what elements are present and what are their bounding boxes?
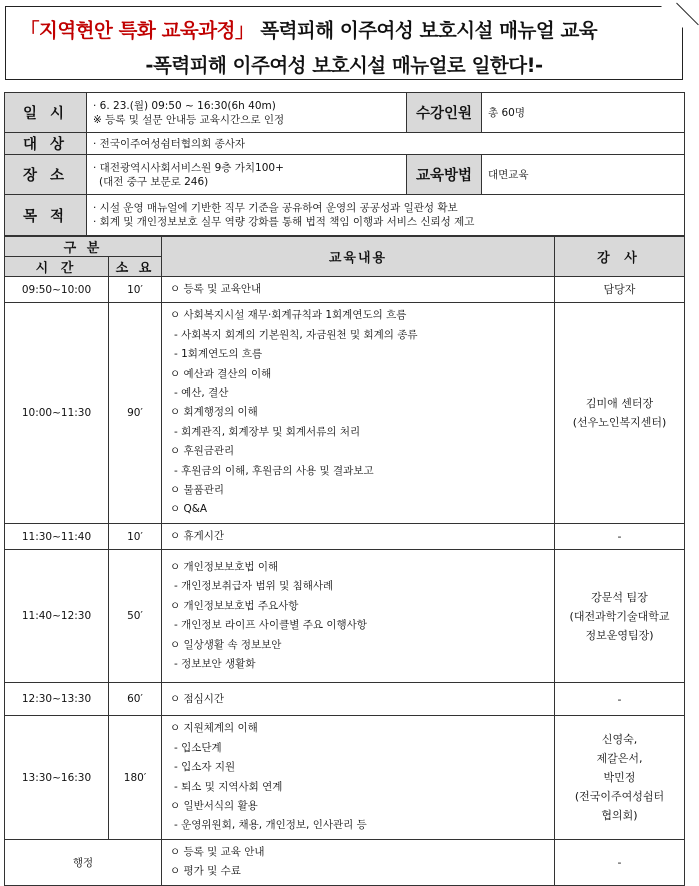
target-label: 대 상 [5,133,87,155]
schedule-content [162,683,555,716]
schedule-instructor [555,839,685,885]
schedule-duration: 60′ [109,683,162,716]
capacity-value: 총 60명 [482,93,685,133]
method-value: 대면교육 [482,155,685,195]
instructor-line: 강문석 팀장 [591,590,648,604]
content-line: - 사회복지 회계의 기본원칙, 자금원천 및 회계의 종류 [174,328,418,341]
schedule-time: 10:00~11:30 [5,303,109,523]
content-line: - 입소단계 [174,741,222,754]
schedule-content [162,550,555,683]
place-line-1: · 대전광역시사회서비스원 9층 가치100+ [93,161,284,174]
content-line: ㅇ 평가 및 수료 [170,865,241,878]
schedule-row [5,523,685,549]
instructor-line: 박민정 [603,771,636,784]
schedule-instructor [555,277,685,303]
content-line: - 회계관직, 회계장부 및 회계서류의 처리 [174,425,361,438]
instructor-line: 협의회) [601,809,638,822]
content-line: ㅇ 지원체계의 이해 [170,722,258,735]
instructor-line: - [617,692,622,706]
title-box [5,6,683,80]
schedule-row [5,683,685,716]
schedule-duration: 10′ [109,277,162,303]
folded-corner [661,6,683,28]
page-title [20,15,597,43]
schedule-instructor [555,716,685,839]
place-line-2: (대전 중구 보문로 246) [99,175,209,188]
place-label: 장 소 [5,155,87,195]
schedule-content [162,303,555,523]
time-header: 시 간 [5,257,109,277]
date-line-1: · 6. 23.(월) 09:50 ~ 16:30(6h 40m) [93,99,276,112]
instructor-line: - [617,530,622,544]
content-line: ㅇ 일반서식의 활용 [170,799,258,812]
content-header: 교육내용 [162,237,555,277]
content-line: ㅇ 점심시간 [170,692,225,705]
date-line-2: ※ 등록 및 설문 안내등 교육시간으로 인정 [93,113,285,126]
capacity-label: 수강인원 [407,93,482,133]
schedule-duration: 50′ [109,550,162,683]
schedule-row [5,303,685,523]
content-line: - 후원금의 이해, 후원금의 사용 및 결과보고 [174,464,374,477]
schedule-time: 행정 [5,839,162,885]
content-line: ㅇ 개인정보보호법 주요사항 [170,599,299,612]
place-value [87,155,407,195]
instructor-line: (대전과학기술대학교 [569,609,670,623]
content-line: - 예산, 결산 [174,387,229,400]
schedule-body [5,277,685,886]
title-main: 폭력피해 이주여성 보호시설 매뉴얼 교육 [253,19,598,42]
schedule-instructor [555,303,685,523]
content-line: - 퇴소 및 지역사회 연계 [174,780,283,793]
instructor-line: 제갈은서, [596,752,643,765]
schedule-duration: 10′ [109,523,162,549]
date-label: 일 시 [5,93,87,133]
method-label: 교육방법 [407,155,482,195]
schedule-time: 13:30~16:30 [5,716,109,839]
schedule-content [162,523,555,549]
schedule-duration: 180′ [109,716,162,839]
content-line: ㅇ 개인정보보호법 이해 [170,561,279,574]
schedule-content [162,839,555,885]
content-line: - 개인정보 라이프 사이클별 주요 이행사항 [174,619,367,632]
schedule-instructor [555,683,685,716]
purpose-value [87,195,685,236]
content-line: - 입소자 지원 [174,761,236,774]
content-line: ㅇ 일상생활 속 정보보안 [170,638,282,651]
purpose-line-1: · 시설 운영 매뉴얼에 기반한 직무 기준을 공유하여 운영의 공공성과 일관성 확보 [93,202,458,214]
content-line: - 정보보안 생활화 [174,658,256,671]
info-table [4,92,685,236]
purpose-line-2: · 회계 및 개인정보보호 실무 역량 강화를 통해 법적 책임 이행과 서비스 신뢰성 제고 [93,216,475,228]
page-subtitle: -폭력피해 이주여성 보호시설 매뉴얼로 일한다!- [145,54,543,77]
instructor-line: 신영숙, [601,733,638,746]
content-line: ㅇ 휴게시간 [170,529,225,542]
instructor-header: 강 사 [555,237,685,277]
content-line: - 1회계연도의 흐름 [174,348,263,361]
duration-header: 소 요 [109,257,162,277]
instructor-line: (전국이주여성쉼터 [574,790,665,803]
content-line: - 개인정보취급자 범위 및 침해사례 [174,580,334,593]
content-line: ㅇ 사회복지시설 재무·회계규칙과 1회계연도의 흐름 [170,309,407,322]
instructor-line: (선우노인복지센터) [572,416,667,430]
content-line: ㅇ 예산과 결산의 이해 [170,367,272,380]
schedule-duration: 90′ [109,303,162,523]
schedule-time: 12:30~13:30 [5,683,109,716]
schedule-time: 11:30~11:40 [5,523,109,549]
instructor-line: 담당자 [603,283,636,297]
schedule-row [5,716,685,839]
schedule-instructor [555,550,685,683]
schedule-content [162,277,555,303]
schedule-row [5,839,685,885]
schedule-row [5,277,685,303]
content-line: - 운영위원회, 채용, 개인정보, 인사관리 등 [174,819,367,832]
schedule-time: 09:50~10:00 [5,277,109,303]
section-header: 구 분 [5,237,162,257]
schedule-time: 11:40~12:30 [5,550,109,683]
schedule-instructor [555,523,685,549]
schedule-table [4,236,685,886]
purpose-label: 목 적 [5,195,87,236]
instructor-line: 김미애 센터장 [585,397,654,411]
content-line: ㅇ 후원금관리 [170,445,235,458]
content-line: ㅇ 등록 및 교육안내 [170,283,262,295]
schedule-content [162,716,555,839]
content-line: ㅇ 등록 및 교육 안내 [170,845,265,858]
date-value [87,93,407,133]
instructor-line: 정보운영팀장) [585,628,654,642]
content-line: ㅇ 물품관리 [170,484,225,497]
content-line: ㅇ 회계행정의 이해 [170,406,258,419]
instructor-line: - [617,855,622,869]
schedule-row [5,550,685,683]
content-line: ㅇ Q&A [170,503,208,516]
title-highlight: 「지역현안 특화 교육과정」 [20,19,254,42]
target-value: · 전국이주여성쉼터협의회 종사자 [87,133,685,155]
